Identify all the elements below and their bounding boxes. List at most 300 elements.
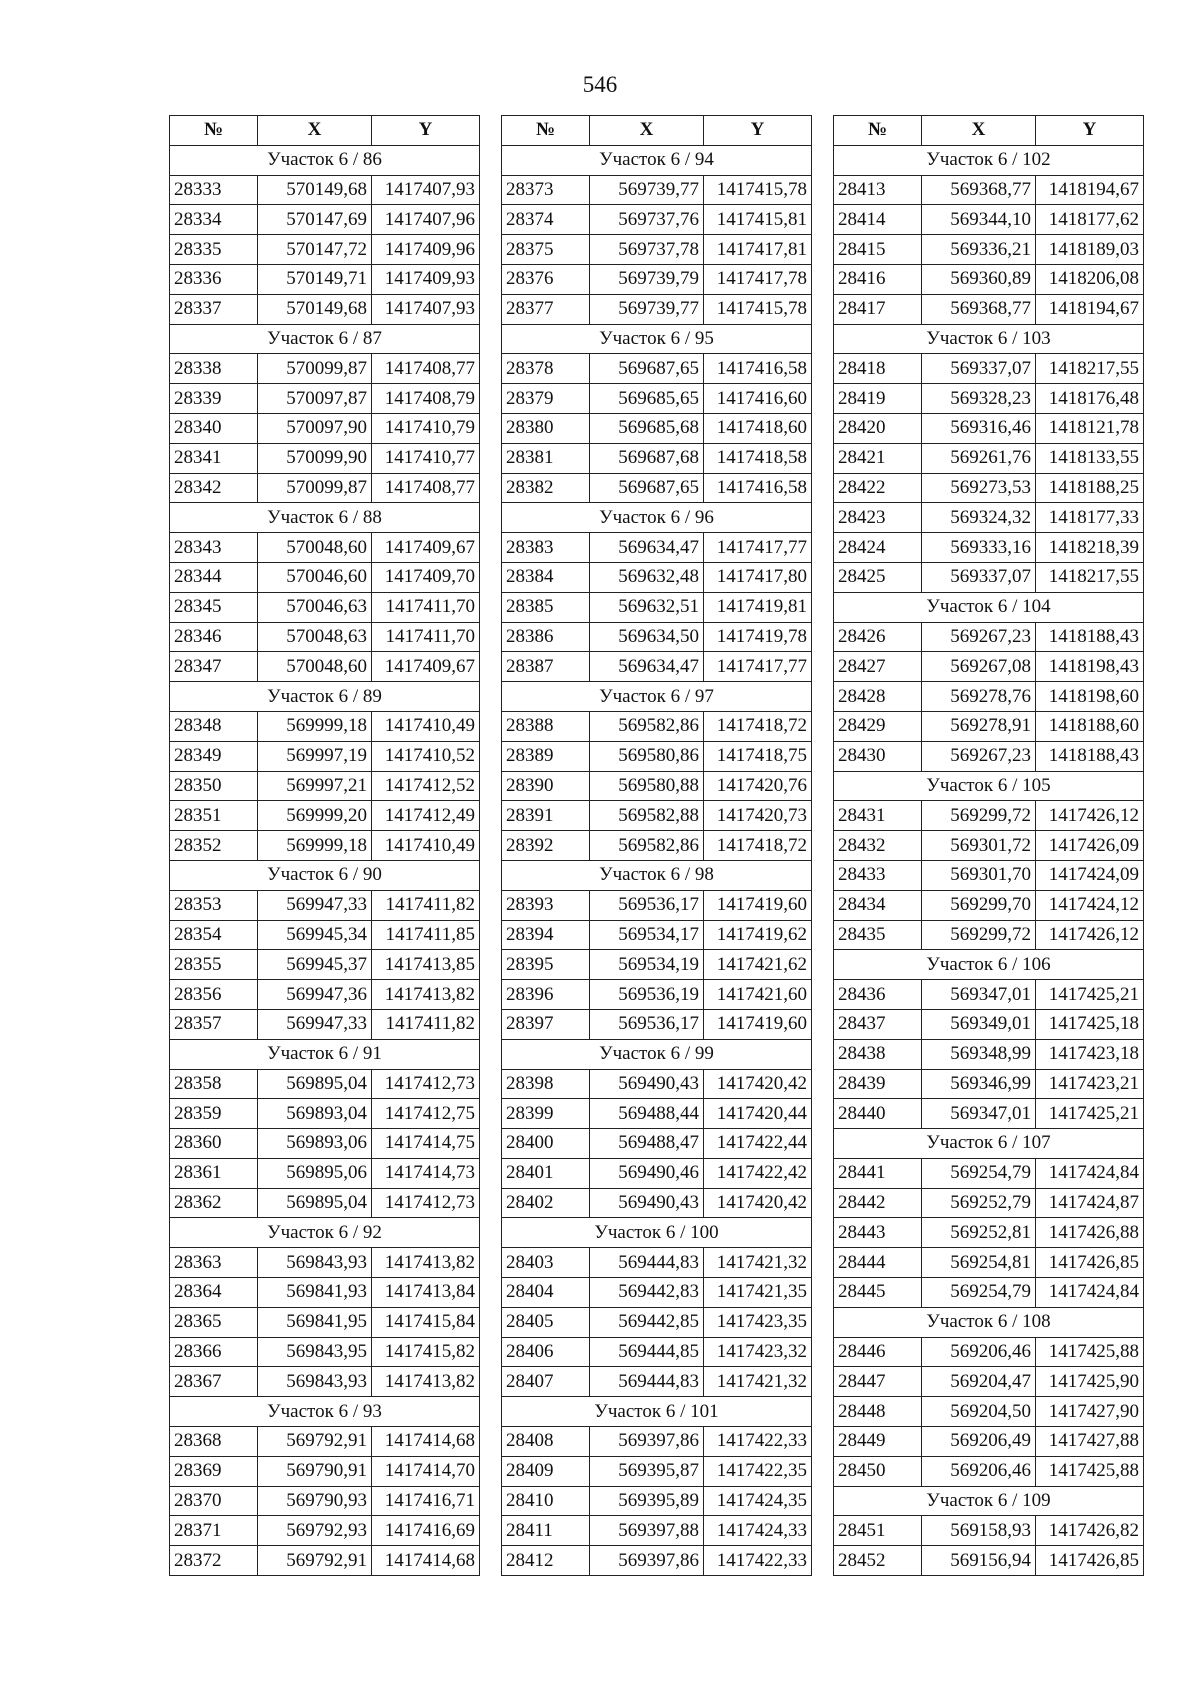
y-coordinate: 1417417,81 xyxy=(704,235,812,265)
point-number: 28451 xyxy=(834,1516,922,1546)
point-number: 28359 xyxy=(170,1099,258,1129)
x-coordinate: 569360,89 xyxy=(922,264,1036,294)
y-coordinate: 1417422,42 xyxy=(704,1158,812,1188)
section-title: Участок 6 / 88 xyxy=(170,503,480,533)
x-coordinate: 570149,68 xyxy=(258,175,372,205)
point-number: 28417 xyxy=(834,294,922,324)
table-row xyxy=(170,1367,480,1397)
table-row xyxy=(834,384,1144,414)
point-number: 28354 xyxy=(170,920,258,950)
section-header-row xyxy=(834,1486,1144,1516)
y-coordinate: 1417414,75 xyxy=(372,1129,480,1159)
table-row xyxy=(834,354,1144,384)
section-header-row xyxy=(170,1039,480,1069)
table-row xyxy=(170,354,480,384)
point-number: 28406 xyxy=(502,1337,590,1367)
table-row xyxy=(834,264,1144,294)
table-row xyxy=(834,562,1144,592)
x-coordinate: 569206,46 xyxy=(922,1337,1036,1367)
y-coordinate: 1417427,90 xyxy=(1036,1397,1144,1427)
point-number: 28435 xyxy=(834,920,922,950)
point-number: 28440 xyxy=(834,1099,922,1129)
y-coordinate: 1417423,18 xyxy=(1036,1039,1144,1069)
x-coordinate: 569204,50 xyxy=(922,1397,1036,1427)
x-coordinate: 569945,34 xyxy=(258,920,372,950)
table-row xyxy=(170,622,480,652)
table-row xyxy=(834,1248,1144,1278)
section-title: Участок 6 / 99 xyxy=(502,1039,812,1069)
section-header-row xyxy=(170,324,480,354)
table-row xyxy=(170,1427,480,1457)
table-row xyxy=(834,533,1144,563)
point-number: 28373 xyxy=(502,175,590,205)
x-coordinate: 569301,70 xyxy=(922,860,1036,890)
x-coordinate: 569316,46 xyxy=(922,413,1036,443)
point-number: 28376 xyxy=(502,264,590,294)
x-coordinate: 570147,72 xyxy=(258,235,372,265)
y-coordinate: 1418188,25 xyxy=(1036,473,1144,503)
y-coordinate: 1418176,48 xyxy=(1036,384,1144,414)
table-row xyxy=(502,1456,812,1486)
point-number: 28361 xyxy=(170,1158,258,1188)
y-coordinate: 1417413,84 xyxy=(372,1278,480,1308)
x-coordinate: 569397,86 xyxy=(590,1427,704,1457)
x-coordinate: 569156,94 xyxy=(922,1546,1036,1576)
y-coordinate: 1417426,12 xyxy=(1036,801,1144,831)
table-row xyxy=(170,1516,480,1546)
table-row xyxy=(170,652,480,682)
table-row xyxy=(502,1009,812,1039)
y-coordinate: 1417421,35 xyxy=(704,1278,812,1308)
table-row xyxy=(834,801,1144,831)
table-row xyxy=(834,652,1144,682)
point-number: 28339 xyxy=(170,384,258,414)
section-title: Участок 6 / 97 xyxy=(502,682,812,712)
section-title: Участок 6 / 94 xyxy=(502,145,812,175)
y-coordinate: 1417411,70 xyxy=(372,622,480,652)
x-coordinate: 569442,85 xyxy=(590,1307,704,1337)
table-row xyxy=(834,294,1144,324)
y-coordinate: 1417408,77 xyxy=(372,473,480,503)
x-coordinate: 569843,93 xyxy=(258,1248,372,1278)
x-coordinate: 569254,79 xyxy=(922,1278,1036,1308)
section-title: Участок 6 / 89 xyxy=(170,682,480,712)
point-number: 28352 xyxy=(170,831,258,861)
point-number: 28363 xyxy=(170,1248,258,1278)
y-coordinate: 1417412,52 xyxy=(372,771,480,801)
y-coordinate: 1417420,76 xyxy=(704,771,812,801)
table-row xyxy=(502,562,812,592)
y-coordinate: 1417410,49 xyxy=(372,831,480,861)
y-coordinate: 1417407,93 xyxy=(372,294,480,324)
point-number: 28415 xyxy=(834,235,922,265)
table-row xyxy=(170,175,480,205)
x-coordinate: 569490,43 xyxy=(590,1188,704,1218)
point-number: 28351 xyxy=(170,801,258,831)
x-coordinate: 569843,93 xyxy=(258,1367,372,1397)
y-coordinate: 1417419,60 xyxy=(704,890,812,920)
y-coordinate: 1417423,32 xyxy=(704,1337,812,1367)
point-number: 28420 xyxy=(834,413,922,443)
y-coordinate: 1417416,58 xyxy=(704,473,812,503)
table-row xyxy=(834,1367,1144,1397)
table-row xyxy=(502,443,812,473)
point-number: 28345 xyxy=(170,592,258,622)
table-row xyxy=(834,831,1144,861)
section-header-row xyxy=(502,1397,812,1427)
point-number: 28348 xyxy=(170,711,258,741)
table-row xyxy=(170,1337,480,1367)
point-number: 28358 xyxy=(170,1069,258,1099)
section-title: Участок 6 / 105 xyxy=(834,771,1144,801)
y-coordinate: 1417421,62 xyxy=(704,950,812,980)
point-number: 28386 xyxy=(502,622,590,652)
section-header-row xyxy=(834,145,1144,175)
point-number: 28403 xyxy=(502,1248,590,1278)
point-number: 28364 xyxy=(170,1278,258,1308)
x-coordinate: 569632,51 xyxy=(590,592,704,622)
table-row xyxy=(834,622,1144,652)
point-number: 28424 xyxy=(834,533,922,563)
table-row xyxy=(502,831,812,861)
y-coordinate: 1417426,85 xyxy=(1036,1248,1144,1278)
y-coordinate: 1417412,73 xyxy=(372,1188,480,1218)
y-coordinate: 1417420,42 xyxy=(704,1069,812,1099)
x-coordinate: 569273,53 xyxy=(922,473,1036,503)
point-number: 28411 xyxy=(502,1516,590,1546)
table-row xyxy=(834,920,1144,950)
section-header-row xyxy=(502,145,812,175)
x-coordinate: 569444,83 xyxy=(590,1367,704,1397)
x-coordinate: 569344,10 xyxy=(922,205,1036,235)
x-coordinate: 569204,47 xyxy=(922,1367,1036,1397)
y-coordinate: 1417419,81 xyxy=(704,592,812,622)
x-coordinate: 569999,20 xyxy=(258,801,372,831)
x-coordinate: 569299,72 xyxy=(922,920,1036,950)
point-number: 28368 xyxy=(170,1427,258,1457)
y-coordinate: 1417426,82 xyxy=(1036,1516,1144,1546)
y-coordinate: 1418206,08 xyxy=(1036,264,1144,294)
y-coordinate: 1418189,03 xyxy=(1036,235,1144,265)
y-coordinate: 1418194,67 xyxy=(1036,294,1144,324)
x-coordinate: 570046,60 xyxy=(258,562,372,592)
section-header-row xyxy=(170,503,480,533)
point-number: 28394 xyxy=(502,920,590,950)
y-coordinate: 1417410,49 xyxy=(372,711,480,741)
table-row xyxy=(502,1188,812,1218)
x-coordinate: 569299,72 xyxy=(922,801,1036,831)
y-coordinate: 1417413,85 xyxy=(372,950,480,980)
y-coordinate: 1417411,70 xyxy=(372,592,480,622)
point-number: 28408 xyxy=(502,1427,590,1457)
section-header-row xyxy=(834,771,1144,801)
point-number: 28374 xyxy=(502,205,590,235)
table-row xyxy=(170,831,480,861)
table-header-row xyxy=(170,116,480,146)
x-coordinate: 569337,07 xyxy=(922,354,1036,384)
point-number: 28448 xyxy=(834,1397,922,1427)
x-coordinate: 569395,89 xyxy=(590,1486,704,1516)
point-number: 28431 xyxy=(834,801,922,831)
section-header-row xyxy=(834,592,1144,622)
x-coordinate: 569895,04 xyxy=(258,1188,372,1218)
point-number: 28447 xyxy=(834,1367,922,1397)
x-coordinate: 569997,19 xyxy=(258,741,372,771)
point-number: 28342 xyxy=(170,473,258,503)
table-row xyxy=(502,950,812,980)
point-number: 28413 xyxy=(834,175,922,205)
section-title: Участок 6 / 106 xyxy=(834,950,1144,980)
x-coordinate: 569254,81 xyxy=(922,1248,1036,1278)
y-coordinate: 1418177,33 xyxy=(1036,503,1144,533)
y-coordinate: 1417422,33 xyxy=(704,1546,812,1576)
y-coordinate: 1417422,33 xyxy=(704,1427,812,1457)
y-coordinate: 1417413,82 xyxy=(372,1367,480,1397)
point-number: 28423 xyxy=(834,503,922,533)
x-coordinate: 569267,08 xyxy=(922,652,1036,682)
y-coordinate: 1417419,60 xyxy=(704,1009,812,1039)
table-row xyxy=(170,592,480,622)
section-title: Участок 6 / 91 xyxy=(170,1039,480,1069)
point-number: 28427 xyxy=(834,652,922,682)
coordinate-table xyxy=(169,115,480,1576)
point-number: 28366 xyxy=(170,1337,258,1367)
y-coordinate: 1417414,73 xyxy=(372,1158,480,1188)
section-title: Участок 6 / 108 xyxy=(834,1307,1144,1337)
point-number: 28397 xyxy=(502,1009,590,1039)
table-row xyxy=(834,1516,1144,1546)
point-number: 28395 xyxy=(502,950,590,980)
x-coordinate: 570149,71 xyxy=(258,264,372,294)
table-row xyxy=(834,1456,1144,1486)
point-number: 28402 xyxy=(502,1188,590,1218)
point-number: 28445 xyxy=(834,1278,922,1308)
x-coordinate: 569945,37 xyxy=(258,950,372,980)
y-coordinate: 1417407,96 xyxy=(372,205,480,235)
point-number: 28400 xyxy=(502,1129,590,1159)
point-number: 28385 xyxy=(502,592,590,622)
x-coordinate: 570099,87 xyxy=(258,354,372,384)
y-coordinate: 1417416,58 xyxy=(704,354,812,384)
section-title: Участок 6 / 90 xyxy=(170,860,480,890)
table-row xyxy=(502,592,812,622)
y-coordinate: 1417409,93 xyxy=(372,264,480,294)
x-coordinate: 569790,91 xyxy=(258,1456,372,1486)
point-number: 28365 xyxy=(170,1307,258,1337)
point-number: 28418 xyxy=(834,354,922,384)
y-coordinate: 1417409,70 xyxy=(372,562,480,592)
table-row xyxy=(170,264,480,294)
section-header-row xyxy=(834,950,1144,980)
section-title: Участок 6 / 95 xyxy=(502,324,812,354)
point-number: 28375 xyxy=(502,235,590,265)
table-row xyxy=(170,205,480,235)
x-coordinate: 569947,36 xyxy=(258,980,372,1010)
x-coordinate: 569739,77 xyxy=(590,294,704,324)
point-number: 28347 xyxy=(170,652,258,682)
table-row xyxy=(834,1188,1144,1218)
x-coordinate: 569582,88 xyxy=(590,801,704,831)
table-row xyxy=(170,235,480,265)
y-coordinate: 1417427,88 xyxy=(1036,1427,1144,1457)
table-row xyxy=(834,235,1144,265)
x-coordinate: 570099,87 xyxy=(258,473,372,503)
x-coordinate: 569582,86 xyxy=(590,831,704,861)
table-row xyxy=(502,622,812,652)
point-number: 28370 xyxy=(170,1486,258,1516)
y-coordinate: 1417411,82 xyxy=(372,890,480,920)
y-coordinate: 1417424,35 xyxy=(704,1486,812,1516)
x-coordinate: 569324,32 xyxy=(922,503,1036,533)
table-row xyxy=(170,533,480,563)
y-coordinate: 1417425,88 xyxy=(1036,1337,1144,1367)
x-coordinate: 569687,65 xyxy=(590,354,704,384)
table-row xyxy=(170,1158,480,1188)
x-coordinate: 569999,18 xyxy=(258,831,372,861)
table-row xyxy=(502,1069,812,1099)
point-number: 28434 xyxy=(834,890,922,920)
point-number: 28378 xyxy=(502,354,590,384)
table-row xyxy=(170,801,480,831)
x-coordinate: 569444,85 xyxy=(590,1337,704,1367)
point-number: 28437 xyxy=(834,1009,922,1039)
x-coordinate: 569737,78 xyxy=(590,235,704,265)
table-row xyxy=(834,1397,1144,1427)
y-coordinate: 1417409,96 xyxy=(372,235,480,265)
x-coordinate: 570048,60 xyxy=(258,533,372,563)
table-row xyxy=(834,413,1144,443)
x-coordinate: 569687,65 xyxy=(590,473,704,503)
table-row xyxy=(502,741,812,771)
x-coordinate: 569254,79 xyxy=(922,1158,1036,1188)
table-header-row xyxy=(834,116,1144,146)
x-coordinate: 569536,17 xyxy=(590,890,704,920)
y-coordinate: 1417422,35 xyxy=(704,1456,812,1486)
section-header-row xyxy=(834,1129,1144,1159)
x-coordinate: 569999,18 xyxy=(258,711,372,741)
x-coordinate: 569947,33 xyxy=(258,1009,372,1039)
point-number: 28450 xyxy=(834,1456,922,1486)
point-number: 28390 xyxy=(502,771,590,801)
x-coordinate: 569158,93 xyxy=(922,1516,1036,1546)
x-coordinate: 569843,95 xyxy=(258,1337,372,1367)
y-coordinate: 1418188,43 xyxy=(1036,622,1144,652)
y-coordinate: 1417421,32 xyxy=(704,1248,812,1278)
point-number: 28405 xyxy=(502,1307,590,1337)
x-coordinate: 570048,63 xyxy=(258,622,372,652)
x-coordinate: 569792,91 xyxy=(258,1427,372,1457)
x-coordinate: 569536,17 xyxy=(590,1009,704,1039)
table-row xyxy=(834,1278,1144,1308)
y-coordinate: 1417414,70 xyxy=(372,1456,480,1486)
y-coordinate: 1417424,12 xyxy=(1036,890,1144,920)
section-header-row xyxy=(170,860,480,890)
x-coordinate: 569634,50 xyxy=(590,622,704,652)
point-number: 28389 xyxy=(502,741,590,771)
y-coordinate: 1417415,81 xyxy=(704,205,812,235)
point-number: 28367 xyxy=(170,1367,258,1397)
x-coordinate: 570048,60 xyxy=(258,652,372,682)
table-row xyxy=(502,1248,812,1278)
table-row xyxy=(170,473,480,503)
point-number: 28419 xyxy=(834,384,922,414)
point-number: 28398 xyxy=(502,1069,590,1099)
point-number: 28404 xyxy=(502,1278,590,1308)
point-number: 28443 xyxy=(834,1218,922,1248)
y-coordinate: 1417410,77 xyxy=(372,443,480,473)
table-row xyxy=(502,1307,812,1337)
table-row xyxy=(834,741,1144,771)
table-row xyxy=(502,1337,812,1367)
point-number: 28355 xyxy=(170,950,258,980)
y-coordinate: 1417408,79 xyxy=(372,384,480,414)
table-row xyxy=(170,1546,480,1576)
table-row xyxy=(834,890,1144,920)
point-number: 28349 xyxy=(170,741,258,771)
y-coordinate: 1417425,21 xyxy=(1036,980,1144,1010)
x-coordinate: 569333,16 xyxy=(922,533,1036,563)
table-row xyxy=(170,920,480,950)
x-coordinate: 569337,07 xyxy=(922,562,1036,592)
table-row xyxy=(502,801,812,831)
y-coordinate: 1417420,44 xyxy=(704,1099,812,1129)
section-title: Участок 6 / 92 xyxy=(170,1218,480,1248)
x-coordinate: 569580,86 xyxy=(590,741,704,771)
y-coordinate: 1418188,43 xyxy=(1036,741,1144,771)
point-number: 28412 xyxy=(502,1546,590,1576)
point-number: 28334 xyxy=(170,205,258,235)
point-number: 28379 xyxy=(502,384,590,414)
table-row xyxy=(502,1516,812,1546)
header-x: X xyxy=(258,116,372,146)
point-number: 28425 xyxy=(834,562,922,592)
x-coordinate: 569278,76 xyxy=(922,682,1036,712)
table-row xyxy=(502,384,812,414)
x-coordinate: 570097,90 xyxy=(258,413,372,443)
y-coordinate: 1418121,78 xyxy=(1036,413,1144,443)
table-row xyxy=(834,1039,1144,1069)
y-coordinate: 1418133,55 xyxy=(1036,443,1144,473)
section-title: Участок 6 / 100 xyxy=(502,1218,812,1248)
section-header-row xyxy=(834,1307,1144,1337)
section-title: Участок 6 / 102 xyxy=(834,145,1144,175)
y-coordinate: 1417416,69 xyxy=(372,1516,480,1546)
table-row xyxy=(170,443,480,473)
table-row xyxy=(834,443,1144,473)
point-number: 28387 xyxy=(502,652,590,682)
table-row xyxy=(170,1248,480,1278)
y-coordinate: 1417408,77 xyxy=(372,354,480,384)
y-coordinate: 1417415,84 xyxy=(372,1307,480,1337)
y-coordinate: 1417417,77 xyxy=(704,533,812,563)
x-coordinate: 569997,21 xyxy=(258,771,372,801)
point-number: 28446 xyxy=(834,1337,922,1367)
table-row xyxy=(834,1337,1144,1367)
y-coordinate: 1417418,72 xyxy=(704,711,812,741)
section-header-row xyxy=(502,503,812,533)
section-header-row xyxy=(502,324,812,354)
point-number: 28442 xyxy=(834,1188,922,1218)
section-title: Участок 6 / 96 xyxy=(502,503,812,533)
table-row xyxy=(170,384,480,414)
x-coordinate: 569685,68 xyxy=(590,413,704,443)
y-coordinate: 1417426,09 xyxy=(1036,831,1144,861)
table-row xyxy=(502,1546,812,1576)
table-row xyxy=(502,652,812,682)
x-coordinate: 569444,83 xyxy=(590,1248,704,1278)
y-coordinate: 1417410,79 xyxy=(372,413,480,443)
y-coordinate: 1417417,77 xyxy=(704,652,812,682)
